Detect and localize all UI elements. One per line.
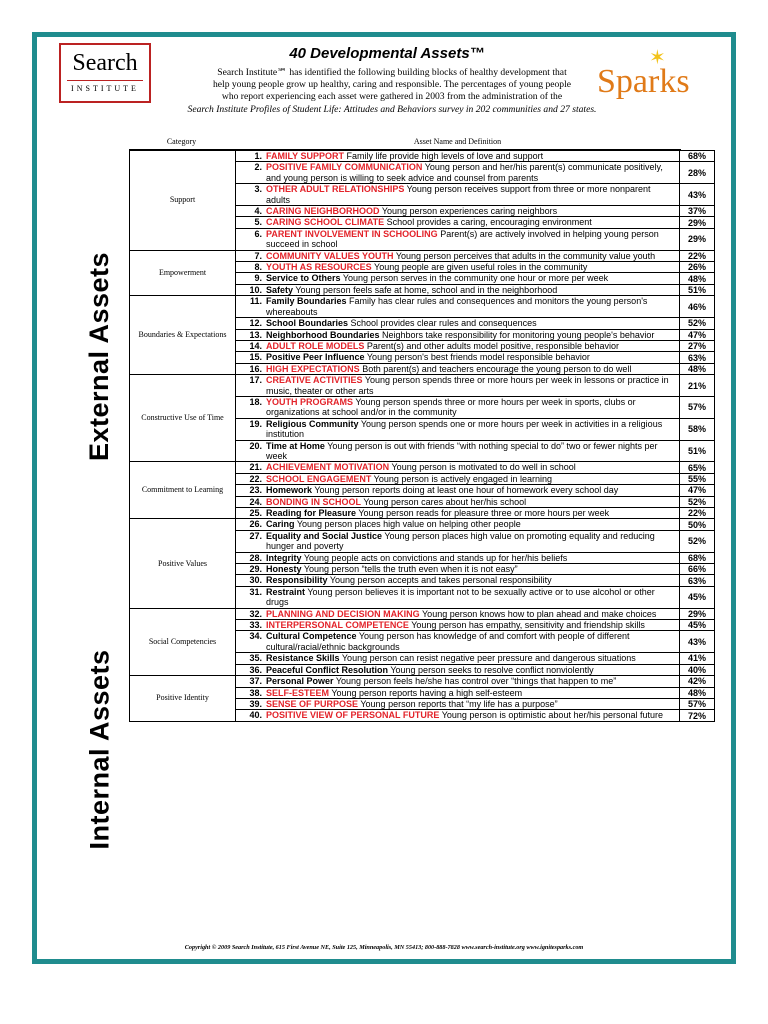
asset-percentage: 29% (680, 228, 715, 250)
asset-cell (236, 485, 680, 496)
asset-text (266, 262, 587, 272)
asset-name: PLANNING AND DECISION MAKING (266, 608, 420, 619)
asset-text (266, 352, 590, 362)
asset-number: 37. (249, 676, 262, 687)
asset-definition: Young person is motivated to do well in school (389, 462, 576, 473)
sparks-logo-word: Sparks (597, 63, 690, 100)
category-cell: Positive Identity (130, 676, 236, 722)
asset-number: 6. (254, 228, 262, 239)
asset-percentage: 42% (680, 676, 715, 687)
asset-text (266, 462, 576, 472)
asset-definition: Young person believes it is important not to be sexually active or to use alcohol or other drugs (266, 586, 655, 608)
asset-cell (236, 284, 680, 295)
asset-percentage: 47% (680, 329, 715, 340)
intro-line: Search Institute Profiles of Student Life: Attitudes and Behaviors survey in 202 communities and 27 states. (187, 103, 597, 115)
asset-percentage: 43% (680, 631, 715, 653)
asset-name: CARING SCHOOL CLIMATE (266, 217, 385, 228)
search-logo-word: Search (72, 50, 138, 76)
asset-percentage: 40% (680, 664, 715, 675)
asset-number: 30. (249, 575, 262, 586)
asset-percentage: 55% (680, 473, 715, 484)
asset-name: POSITIVE VIEW OF PERSONAL FUTURE (266, 710, 440, 721)
asset-number: 36. (249, 664, 262, 675)
asset-text (266, 419, 676, 440)
asset-text (266, 553, 567, 563)
asset-percentage: 46% (680, 296, 715, 318)
institute-logo-word: INSTITUTE (67, 80, 143, 93)
asset-cell (236, 676, 680, 687)
asset-text (266, 251, 655, 261)
asset-cell (236, 151, 680, 162)
sparks-logo (595, 49, 723, 105)
asset-definition: Parent(s) are actively involved in helping young person succeed in school (266, 228, 659, 250)
asset-name: Neighborhood Boundaries (266, 329, 380, 340)
asset-cell (236, 262, 680, 273)
asset-definition: Young person cares about her/his school (361, 496, 527, 507)
internal-assets-label: Internal Assets (84, 648, 115, 850)
asset-percentage: 21% (680, 375, 715, 397)
asset-percentage: 26% (680, 262, 715, 273)
asset-number: 26. (249, 519, 262, 530)
asset-name: Peaceful Conflict Resolution (266, 664, 389, 675)
asset-text (266, 508, 609, 518)
asset-text (266, 151, 543, 161)
asset-name: Positive Peer Influence (266, 352, 365, 363)
asset-number: 4. (254, 206, 262, 217)
asset-definition: Young person's best friends model responsible behavior (364, 352, 590, 363)
category-cell: Boundaries & Expectations (130, 296, 236, 375)
asset-number: 14. (249, 340, 262, 351)
asset-cell (236, 340, 680, 351)
category-cell: Constructive Use of Time (130, 375, 236, 462)
asset-number: 15. (249, 352, 262, 363)
asset-percentage: 48% (680, 273, 715, 284)
asset-percentage: 45% (680, 586, 715, 608)
asset-percentage: 68% (680, 552, 715, 563)
category-cell: Social Competencies (130, 608, 236, 675)
asset-percentage: 72% (680, 710, 715, 721)
asset-definition: Young person seeks to resolve conflict nonviolently (388, 664, 594, 675)
asset-percentage: 43% (680, 184, 715, 206)
asset-name: Religious Community (266, 418, 359, 429)
asset-definition: Young person “tells the truth even when it is not easy” (301, 564, 518, 575)
asset-percentage: 52% (680, 530, 715, 552)
asset-definition: Young person receives support from three or more nonparent adults (266, 184, 651, 205)
asset-percentage: 27% (680, 340, 715, 351)
asset-text (266, 609, 656, 619)
asset-text (266, 699, 558, 709)
asset-number: 9. (254, 273, 262, 284)
asset-definition: Young person feels safe at home, school and in the neighborhood (293, 284, 558, 295)
asset-definition: Young people are given useful roles in the community (371, 262, 588, 273)
asset-definition: Young person knows how to plan ahead and make choices (419, 608, 657, 619)
asset-percentage: 45% (680, 620, 715, 631)
asset-cell (236, 575, 680, 586)
search-institute-logo (59, 43, 151, 103)
asset-percentage: 57% (680, 396, 715, 418)
category-cell: Commitment to Learning (130, 462, 236, 519)
asset-cell (236, 586, 680, 608)
intro-line: who report experiencing each asset were gathered in 2003 from the administration of the (221, 91, 563, 103)
asset-cell (236, 519, 680, 530)
asset-row (130, 296, 715, 318)
asset-cell (236, 206, 680, 217)
copyright-footer: Copyright © 2009 Search Institute, 615 First Avenue NE, Suite 125, Minneapolis, MN 55413; 800-888-7828 www.search-institute.org www.ignitesparks.com (184, 944, 584, 951)
asset-text (266, 485, 618, 495)
asset-number: 38. (249, 687, 262, 698)
asset-row (130, 462, 715, 473)
asset-text (266, 519, 521, 529)
asset-number: 16. (249, 363, 262, 374)
asset-cell (236, 228, 680, 250)
asset-percentage: 48% (680, 363, 715, 374)
asset-text (266, 575, 552, 585)
asset-definition: Young person accepts and takes personal responsibility (327, 575, 552, 586)
asset-text (266, 441, 676, 462)
asset-cell (236, 162, 680, 184)
asset-number: 33. (249, 620, 262, 631)
asset-name: PARENT INVOLVEMENT IN SCHOOLING (266, 228, 438, 239)
asset-definition: Young person has knowledge of and comfort with people of different cultural/racial/ethnic backgrounds (266, 631, 630, 652)
asset-definition: Young person serves in the community one hour or more per week (340, 273, 609, 284)
category-cell: Empowerment (130, 250, 236, 296)
asset-number: 2. (254, 162, 262, 173)
asset-number: 23. (249, 485, 262, 496)
asset-header: Asset Name and Definition (234, 134, 681, 150)
asset-definition: Young person reports doing at least one hour of homework every school day (312, 485, 619, 496)
asset-definition: Young person reads for pleasure three or more hours per week (356, 508, 610, 518)
asset-cell (236, 462, 680, 473)
asset-row (130, 151, 715, 162)
asset-definition: Family life provide high levels of love and support (344, 151, 544, 161)
asset-name: COMMUNITY VALUES YOUTH (266, 250, 394, 261)
intro-text (157, 67, 627, 116)
asset-number: 1. (254, 151, 262, 161)
asset-definition: Young person spends three or more hours per week in sports, clubs or organizations at school and/or in the community (266, 396, 636, 418)
asset-name: Time at Home (266, 440, 325, 451)
asset-definition: School provides clear rules and consequences (348, 318, 537, 329)
asset-name: Reading for Pleasure (266, 508, 357, 518)
asset-name: HIGH EXPECTATIONS (266, 363, 360, 374)
asset-number: 5. (254, 217, 262, 228)
asset-definition: Young person experiences caring neighbors (379, 206, 558, 217)
asset-percentage: 48% (680, 687, 715, 698)
asset-name: Caring (266, 519, 295, 530)
asset-cell (236, 530, 680, 552)
intro-line: Search Institute℠ has identified the following building blocks of healthy development that (217, 67, 567, 78)
asset-name: ACHIEVEMENT MOTIVATION (266, 462, 390, 473)
asset-name: Equality and Social Justice (266, 530, 383, 541)
asset-cell (236, 184, 680, 206)
asset-cell (236, 473, 680, 484)
asset-definition: Young person is out with friends “with nothing special to do” two or fewer nights per week (266, 440, 658, 461)
asset-cell (236, 250, 680, 261)
asset-name: Responsibility (266, 575, 328, 586)
asset-text (266, 688, 522, 698)
asset-cell (236, 418, 680, 440)
asset-cell (236, 664, 680, 675)
asset-row (130, 519, 715, 530)
asset-percentage: 52% (680, 496, 715, 507)
asset-name: YOUTH AS RESOURCES (266, 262, 372, 273)
asset-text (266, 676, 616, 686)
asset-percentage: 47% (680, 485, 715, 496)
asset-cell (236, 496, 680, 507)
asset-percentage: 28% (680, 162, 715, 184)
category-cell: Positive Values (130, 519, 236, 608)
asset-percentage: 22% (680, 250, 715, 261)
asset-number: 7. (254, 250, 262, 261)
asset-percentage: 63% (680, 575, 715, 586)
page-title: 40 Developmental Assets™ (289, 45, 485, 62)
intro-line: help young people grow up healthy, caring and responsible. The percentages of young people (212, 79, 572, 91)
asset-name: Integrity (266, 552, 302, 563)
asset-definition: Parent(s) and other adults model positive, responsible behavior (364, 340, 619, 351)
asset-number: 18. (249, 396, 262, 407)
asset-text (266, 587, 676, 608)
asset-text (266, 318, 537, 328)
asset-percentage: 58% (680, 418, 715, 440)
asset-name: CARING NEIGHBORHOOD (266, 206, 380, 217)
asset-text (266, 397, 676, 418)
asset-cell (236, 687, 680, 698)
asset-name: SENSE OF PURPOSE (266, 698, 359, 709)
asset-cell (236, 352, 680, 363)
asset-cell (236, 440, 680, 462)
asset-definition: Young person can resist negative peer pressure and dangerous situations (339, 653, 636, 664)
asset-number: 27. (249, 530, 262, 541)
asset-number: 10. (249, 284, 262, 295)
category-cell: Support (130, 151, 236, 251)
asset-text (266, 273, 608, 283)
asset-name: YOUTH PROGRAMS (266, 396, 354, 407)
asset-row (130, 375, 715, 397)
asset-number: 40. (249, 710, 262, 721)
asset-number: 20. (249, 440, 262, 451)
asset-text (266, 497, 526, 507)
asset-name: Homework (266, 485, 313, 496)
asset-text (266, 341, 619, 351)
asset-name: FAMILY SUPPORT (266, 151, 345, 161)
asset-definition: School provides a caring, encouraging environment (384, 217, 592, 228)
asset-definition: Young person and her/his parent(s) communicate positively, and young person is willing to seek advice and counsel from parents (266, 162, 663, 183)
asset-definition: Young person reports that “my life has a purpose” (358, 698, 558, 709)
asset-name: BONDING IN SCHOOL (266, 496, 362, 507)
asset-cell (236, 318, 680, 329)
asset-cell (236, 552, 680, 563)
asset-name: Personal Power (266, 676, 334, 687)
asset-cell (236, 396, 680, 418)
asset-number: 13. (249, 329, 262, 340)
asset-number: 11. (249, 296, 262, 307)
asset-definition: Young person feels he/she has control over “things that happen to me” (333, 676, 617, 687)
asset-cell (236, 620, 680, 631)
star-icon: ✶ (649, 47, 666, 69)
asset-percentage: 29% (680, 608, 715, 619)
asset-text (266, 285, 557, 295)
asset-percentage: 37% (680, 206, 715, 217)
asset-number: 17. (249, 375, 262, 386)
asset-number: 35. (249, 653, 262, 664)
asset-name: Restraint (266, 586, 306, 597)
assets-table (129, 150, 715, 722)
asset-number: 19. (249, 418, 262, 429)
asset-cell (236, 564, 680, 575)
asset-name: School Boundaries (266, 318, 349, 329)
asset-name: Safety (266, 284, 294, 295)
asset-number: 24. (249, 496, 262, 507)
asset-percentage: 51% (680, 284, 715, 295)
asset-number: 12. (249, 318, 262, 329)
asset-percentage: 66% (680, 564, 715, 575)
asset-cell (236, 653, 680, 664)
asset-definition: Young person is optimistic about her/his personal future (439, 710, 663, 721)
asset-name: OTHER ADULT RELATIONSHIPS (266, 184, 405, 195)
asset-percentage: 68% (680, 151, 715, 162)
asset-text (266, 184, 676, 205)
asset-cell (236, 508, 680, 519)
asset-text (266, 206, 557, 216)
asset-name: Service to Others (266, 273, 341, 284)
asset-definition: Young people acts on convictions and stands up for her/his beliefs (301, 552, 568, 563)
asset-row (130, 608, 715, 619)
asset-cell (236, 375, 680, 397)
asset-definition: Neighbors take responsibility for monitoring young people's behavior (379, 329, 655, 340)
asset-cell (236, 329, 680, 340)
asset-row (130, 676, 715, 687)
asset-definition: Family has clear rules and consequences and monitors the young person's whereabouts (266, 296, 648, 317)
asset-definition: Young person perceives that adults in the community value youth (393, 250, 656, 261)
asset-name: SCHOOL ENGAGEMENT (266, 473, 372, 484)
asset-text (266, 564, 518, 574)
asset-cell (236, 363, 680, 374)
asset-cell (236, 710, 680, 721)
asset-cell (236, 698, 680, 709)
asset-number: 34. (249, 631, 262, 642)
asset-text (266, 364, 631, 374)
asset-definition: Young person reports having a high self-esteem (329, 687, 523, 698)
asset-text (266, 653, 636, 663)
asset-percentage: 29% (680, 217, 715, 228)
asset-definition: Young person has empathy, sensitivity and friendship skills (408, 620, 645, 631)
asset-definition: Young person places high value on helping other people (294, 519, 521, 530)
asset-definition: Young person spends one or more hours per week in activities in a religious institution (266, 418, 663, 440)
asset-row (130, 250, 715, 261)
asset-percentage: 57% (680, 698, 715, 709)
asset-name: Honesty (266, 564, 302, 575)
asset-number: 22. (249, 473, 262, 484)
asset-name: Family Boundaries (266, 296, 347, 307)
asset-definition: Both parent(s) and teachers encourage the young person to do well (359, 363, 632, 374)
asset-percentage: 65% (680, 462, 715, 473)
asset-percentage: 22% (680, 508, 715, 519)
asset-name: CREATIVE ACTIVITIES (266, 375, 363, 386)
asset-number: 28. (249, 552, 262, 563)
asset-number: 29. (249, 564, 262, 575)
asset-name: INTERPERSONAL COMPETENCE (266, 620, 409, 631)
asset-text (266, 620, 645, 630)
asset-name: Resistance Skills (266, 653, 340, 664)
asset-text (266, 162, 676, 183)
asset-percentage: 52% (680, 318, 715, 329)
asset-text (266, 665, 594, 675)
asset-number: 3. (254, 184, 262, 195)
asset-cell (236, 608, 680, 619)
asset-cell (236, 273, 680, 284)
asset-text (266, 631, 676, 652)
asset-text (266, 296, 676, 317)
category-header: Category (129, 134, 234, 150)
asset-percentage: 51% (680, 440, 715, 462)
asset-percentage: 41% (680, 653, 715, 664)
asset-percentage: 63% (680, 352, 715, 363)
asset-definition: Young person places high value on promoting equality and reducing hunger and poverty (266, 530, 655, 552)
asset-cell (236, 296, 680, 318)
asset-name: SELF-ESTEEM (266, 687, 330, 698)
asset-name: ADULT ROLE MODELS (266, 340, 365, 351)
asset-text (266, 710, 663, 720)
page-frame (32, 32, 736, 964)
asset-number: 32. (249, 608, 262, 619)
asset-cell (236, 631, 680, 653)
asset-text (266, 330, 654, 340)
external-assets-label: External Assets (84, 251, 115, 462)
asset-number: 39. (249, 698, 262, 709)
asset-number: 25. (249, 508, 262, 518)
asset-cell (236, 217, 680, 228)
asset-text (266, 531, 676, 552)
asset-number: 8. (254, 262, 262, 273)
asset-percentage: 50% (680, 519, 715, 530)
asset-definition: Young person is actively engaged in learning (371, 473, 552, 484)
asset-text (266, 375, 676, 396)
asset-definition: Young person spends three or more hours per week in lessons or practice in music, theater or other arts (266, 375, 669, 396)
asset-text (266, 229, 676, 250)
asset-number: 31. (249, 586, 262, 597)
asset-number: 21. (249, 462, 262, 473)
asset-name: POSITIVE FAMILY COMMUNICATION (266, 162, 423, 173)
asset-text (266, 217, 592, 227)
asset-name: Cultural Competence (266, 631, 357, 642)
asset-text (266, 474, 552, 484)
